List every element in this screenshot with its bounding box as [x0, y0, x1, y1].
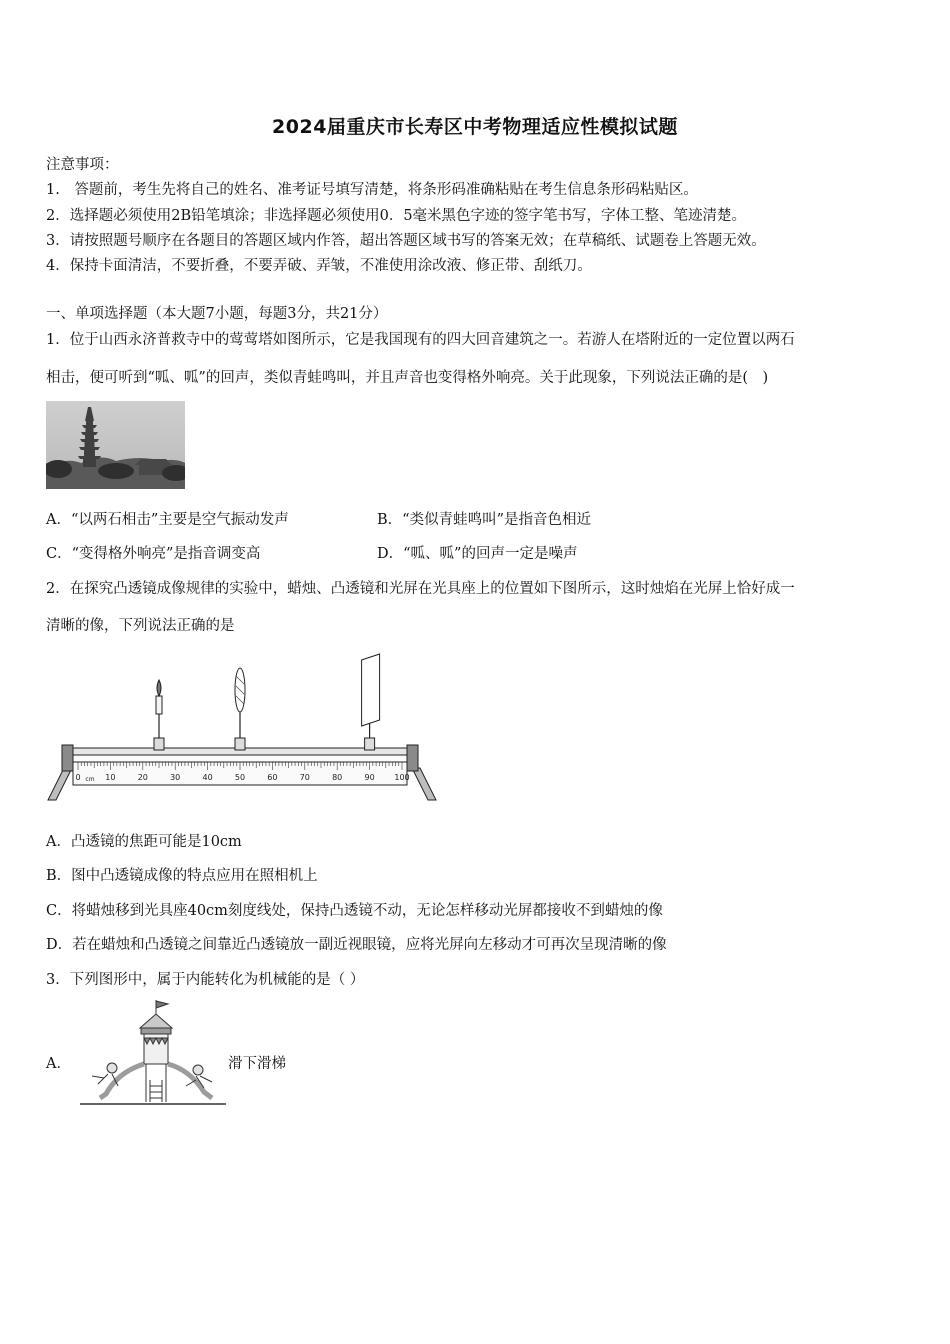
q3-stem: 3．下列图形中，属于内能转化为机械能的是（ ） — [46, 972, 365, 988]
section-heading: 一、单项选择题（本大题7小题，每题3分，共21分） — [46, 306, 388, 322]
notice-heading: 注意事项： — [46, 157, 119, 173]
q1-stem-line1: 1．位于山西永济普救寺中的莺莺塔如图所示，它是我国现有的四大回音建筑之一。若游人在塔附近的一定位置以两石 — [46, 332, 795, 348]
q2-option-b: B．图中凸透镜成像的特点应用在照相机上 — [46, 868, 318, 884]
bench-tick-label: 40 — [202, 773, 213, 782]
q1-option-b: B．“类似青蛙鸣叫”是指音色相近 — [377, 512, 591, 528]
notice-item-4: 4．保持卡面清洁，不要折叠，不要弄破、弄皱，不准使用涂改液、修正带、刮纸刀。 — [46, 258, 592, 274]
notice-item-2: 2．选择题必须使用2B铅笔填涂；非选择题必须使用0．5毫米黑色字迹的签字笔书写，字体工整、笔迹清楚。 — [46, 208, 747, 224]
bench-tick-label: 60 — [267, 773, 278, 782]
notice-item-3: 3．请按照题号顺序在各题目的答题区域内作答，超出答题区域书写的答案无效；在草稿纸、试题卷上答题无效。 — [46, 233, 766, 249]
q2-stem-line1: 2．在探究凸透镜成像规律的实验中，蜡烛、凸透镜和光屏在光具座上的位置如下图所示，这时烛焰在光屏上恰好成一 — [46, 581, 795, 597]
bench-tick-label: 0 — [75, 773, 81, 782]
lens-holder — [235, 738, 245, 750]
bench-unit-label: cm — [85, 776, 95, 783]
bench-tick-label: 30 — [170, 773, 181, 782]
candle-body — [156, 696, 162, 714]
bench-tick-label: 100 — [394, 773, 410, 782]
bench-tick-label: 20 — [137, 773, 148, 782]
bench-tick-label: 70 — [299, 773, 310, 782]
bench-tick-label: 80 — [332, 773, 343, 782]
pagoda-photo — [46, 401, 185, 489]
slide-illustration — [78, 998, 228, 1108]
notice-item-1: 1. 答题前，考生先将自己的姓名、准考证号填写清楚，将条形码准确粘贴在考生信息条形码粘贴区。 — [46, 182, 698, 198]
optical-bench-diagram — [46, 650, 438, 802]
screen-holder — [365, 738, 375, 750]
page-title: 2024届重庆市长寿区中考物理适应性模拟试题 — [272, 116, 678, 138]
q2-option-d: D．若在蜡烛和凸透镜之间靠近凸透镜放一副近视眼镜，应将光屏向左移动才可再次呈现清晰的像 — [46, 937, 667, 953]
bench-tick-label: 10 — [105, 773, 116, 782]
q1-option-c: C．“变得格外响亮”是指音调变高 — [46, 546, 261, 562]
q3-option-a-caption: 滑下滑梯 — [228, 1056, 286, 1072]
candle-holder — [154, 738, 164, 750]
q1-stem-line2: 相击，便可听到“呱、呱”的回声，类似青蛙鸣叫，并且声音也变得格外响亮。关于此现象，下列说法正确的是( ) — [46, 370, 769, 386]
bench-tick-label: 90 — [364, 773, 375, 782]
q1-option-d: D．“呱、呱”的回声一定是噪声 — [377, 546, 578, 562]
q2-option-c: C．将蜡烛移到光具座40cm刻度线处，保持凸透镜不动，无论怎样移动光屏都接收不到蜡烛的像 — [46, 903, 663, 919]
light-screen — [362, 654, 380, 726]
bench-tick-label: 50 — [234, 773, 246, 782]
q2-stem-line2: 清晰的像，下列说法正确的是 — [46, 618, 235, 634]
candle-flame — [157, 680, 161, 696]
q3-option-a-label: A． — [46, 1056, 71, 1072]
q2-option-a: A．凸透镜的焦距可能是10cm — [46, 834, 242, 850]
q1-option-a: A．“以两石相击”主要是空气振动发声 — [46, 512, 289, 528]
